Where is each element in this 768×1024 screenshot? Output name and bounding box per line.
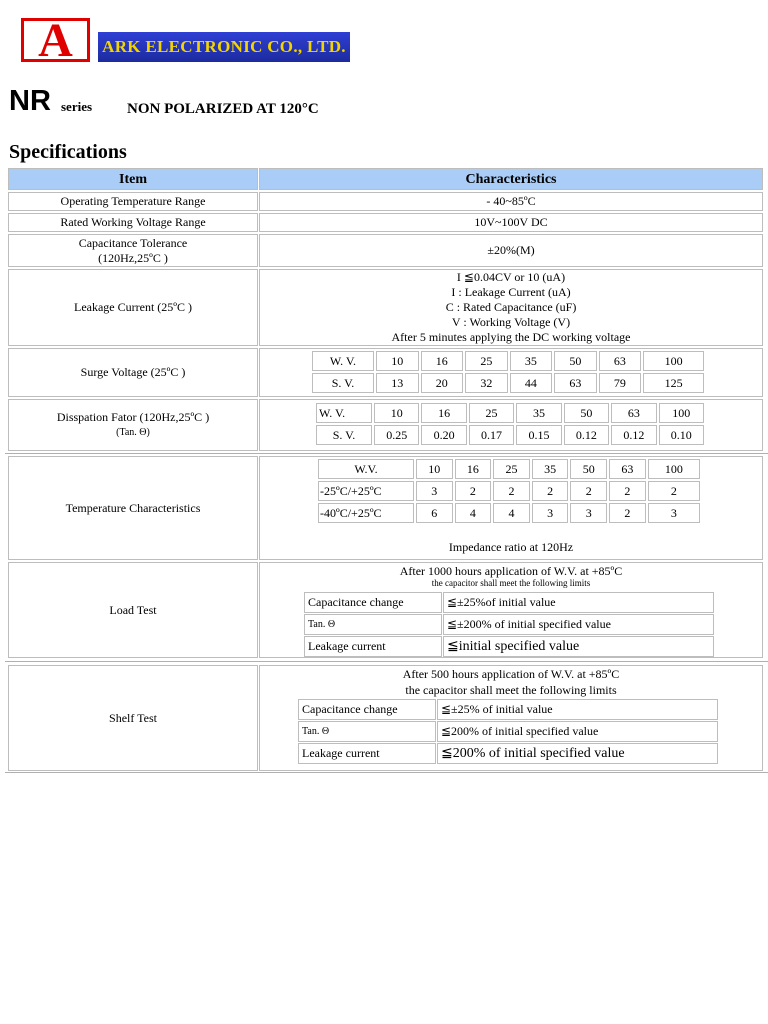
load-test-line2: the capacitor shall meet the following limits (431, 578, 591, 588)
item-line: Capacitance Tolerance (78, 235, 188, 250)
limit-value: ≦200% of initial specified value (437, 743, 718, 764)
df-wv-cell: 35 (516, 403, 561, 423)
table-header (5, 168, 763, 190)
surge-sv-label: S. V. (312, 373, 374, 393)
dissipation-table (314, 401, 706, 447)
df-val-cell: 0.20 (421, 425, 466, 445)
surge-sv-cell: 44 (510, 373, 553, 393)
surge-sv-cell: 125 (643, 373, 704, 393)
surge-sv-row (312, 373, 704, 393)
logo-letter: A (38, 14, 73, 67)
leakage-line: C : Rated Capacitance (uF) (445, 300, 577, 314)
tc-cell: 6 (416, 503, 453, 523)
df-val-cell: 0.17 (469, 425, 514, 445)
df-val-cell: 0.25 (374, 425, 419, 445)
limit-value: ≦±200% of initial specified value (443, 614, 714, 635)
load-test-limits (303, 591, 715, 658)
df-wv-cell: 10 (374, 403, 419, 423)
tc-wv-cell: 35 (532, 459, 569, 479)
row-value: ±20%(M) (259, 234, 763, 267)
surge-table (310, 349, 706, 395)
surge-wv-cell: 16 (421, 351, 464, 371)
tc-cell: 2 (609, 503, 646, 523)
row-item: Leakage Current (25ºC ) (8, 269, 258, 346)
limit-value: ≦initial specified value (443, 636, 714, 657)
load-test-line1: After 1000 hours application of W.V. at +85ºC (399, 564, 623, 578)
item-line: (Tan. Θ) (116, 427, 150, 438)
tc-wv-cell: 10 (416, 459, 453, 479)
df-val-cell: 0.12 (564, 425, 609, 445)
limit-row (298, 721, 718, 742)
tc-cell: 3 (416, 481, 453, 501)
tc-row-25 (318, 481, 700, 501)
company-name: ARK ELECTRONIC CO., LTD. (102, 37, 346, 56)
series-code: NR (9, 85, 51, 117)
table-row (5, 399, 763, 451)
leakage-line: V : Working Voltage (V) (451, 315, 571, 329)
df-val-cell: 0.12 (611, 425, 656, 445)
surge-wv-cell: 35 (510, 351, 553, 371)
surge-sv-cell: 32 (465, 373, 508, 393)
surge-sv-cell: 13 (376, 373, 419, 393)
impedance-note: Impedance ratio at 120Hz (448, 540, 574, 554)
df-val-cell: 0.10 (659, 425, 704, 445)
surge-wv-row (312, 351, 704, 371)
surge-wv-cell: 100 (643, 351, 704, 371)
surge-wv-cell: 63 (599, 351, 642, 371)
tc-wv-label: W.V. (318, 459, 414, 479)
row-item: Shelf Test (8, 665, 258, 771)
surge-wv-cell: 50 (554, 351, 597, 371)
table-row (5, 269, 763, 346)
temp-char-table (316, 457, 702, 525)
header-characteristics: Characteristics (259, 168, 763, 190)
table-row (5, 562, 763, 658)
limit-name: Leakage current (298, 743, 436, 764)
tc-cell: 2 (609, 481, 646, 501)
df-val-cell: 0.15 (516, 425, 561, 445)
df-wv-cell: 25 (469, 403, 514, 423)
shelf-test-line2: the capacitor shall meet the following limits (405, 683, 617, 697)
limit-name: Capacitance change (304, 592, 442, 613)
tc-row-label: -40ºC/+25ºC (318, 503, 414, 523)
limit-value: ≦±25% of initial value (437, 699, 718, 720)
tc-cell: 2 (532, 481, 569, 501)
table-row (5, 192, 763, 211)
row-item: Temperature Characteristics (8, 456, 258, 560)
tc-cell: 4 (493, 503, 530, 523)
divider (5, 772, 768, 773)
limit-name: Tan. Θ (298, 721, 436, 742)
limit-row (298, 743, 718, 764)
company-logo (21, 14, 90, 67)
tc-cell: 3 (570, 503, 607, 523)
tc-wv-row (318, 459, 700, 479)
limit-row (304, 636, 714, 657)
leakage-line: I ≦0.04CV or 10 (uA) (456, 270, 566, 284)
row-value: 10V~100V DC (259, 213, 763, 232)
tc-cell: 3 (648, 503, 700, 523)
leakage-line: After 5 minutes applying the DC working voltage (391, 330, 631, 344)
row-value (259, 269, 763, 346)
tc-row-label: -25ºC/+25ºC (318, 481, 414, 501)
tc-cell: 2 (648, 481, 700, 501)
tc-wv-cell: 63 (609, 459, 646, 479)
series-word: series (61, 99, 93, 114)
row-item (8, 399, 258, 451)
tc-wv-cell: 50 (570, 459, 607, 479)
row-item: Surge Voltage (25ºC ) (8, 348, 258, 397)
divider (5, 453, 768, 454)
tc-cell: 2 (570, 481, 607, 501)
item-line: Disspation Fator (120Hz,25ºC ) (56, 410, 210, 424)
tc-wv-cell: 16 (455, 459, 492, 479)
shelf-test-limits (297, 698, 719, 765)
row-item: Rated Working Voltage Range (8, 213, 258, 232)
row-item: Load Test (8, 562, 258, 658)
row-item: Operating Temperature Range (8, 192, 258, 211)
surge-wv-cell: 25 (465, 351, 508, 371)
surge-sv-cell: 63 (554, 373, 597, 393)
item-line: (120Hz,25ºC ) (98, 250, 168, 265)
limit-row (304, 614, 714, 635)
row-item (8, 234, 258, 267)
table-row (5, 456, 763, 560)
limit-name: Capacitance change (298, 699, 436, 720)
table-row (5, 213, 763, 232)
tc-wv-cell: 25 (493, 459, 530, 479)
table-row (5, 234, 763, 267)
section-title: Specifications (9, 141, 127, 163)
df-wv-cell: 16 (421, 403, 466, 423)
tc-cell: 4 (455, 503, 492, 523)
df-val-row (316, 425, 704, 445)
limit-row (298, 699, 718, 720)
page-subtitle: NON POLARIZED AT 120°C (127, 101, 319, 117)
table-row (5, 665, 763, 771)
df-wv-cell: 100 (659, 403, 704, 423)
limit-row (304, 592, 714, 613)
header-item: Item (8, 168, 258, 190)
tc-wv-cell: 100 (648, 459, 700, 479)
surge-sv-cell: 20 (421, 373, 464, 393)
tc-cell: 2 (493, 481, 530, 501)
limit-value: ≦±25%of initial value (443, 592, 714, 613)
row-value: - 40~85ºC (259, 192, 763, 211)
limit-value: ≦200% of initial specified value (437, 721, 718, 742)
df-wv-cell: 50 (564, 403, 609, 423)
divider (5, 661, 768, 662)
df-wv-label: W. V. (316, 403, 372, 423)
limit-name: Leakage current (304, 636, 442, 657)
shelf-test-line1: After 500 hours application of W.V. at +85ºC (402, 667, 620, 681)
df-wv-cell: 63 (611, 403, 656, 423)
tc-cell: 3 (532, 503, 569, 523)
tc-row-40 (318, 503, 700, 523)
table-row (5, 348, 763, 397)
tc-cell: 2 (455, 481, 492, 501)
surge-wv-cell: 10 (376, 351, 419, 371)
df-sv-label: S. V. (316, 425, 372, 445)
surge-wv-label: W. V. (312, 351, 374, 371)
leakage-line: I : Leakage Current (uA) (451, 285, 571, 299)
df-wv-row (316, 403, 704, 423)
surge-sv-cell: 79 (599, 373, 642, 393)
limit-name: Tan. Θ (304, 614, 442, 635)
